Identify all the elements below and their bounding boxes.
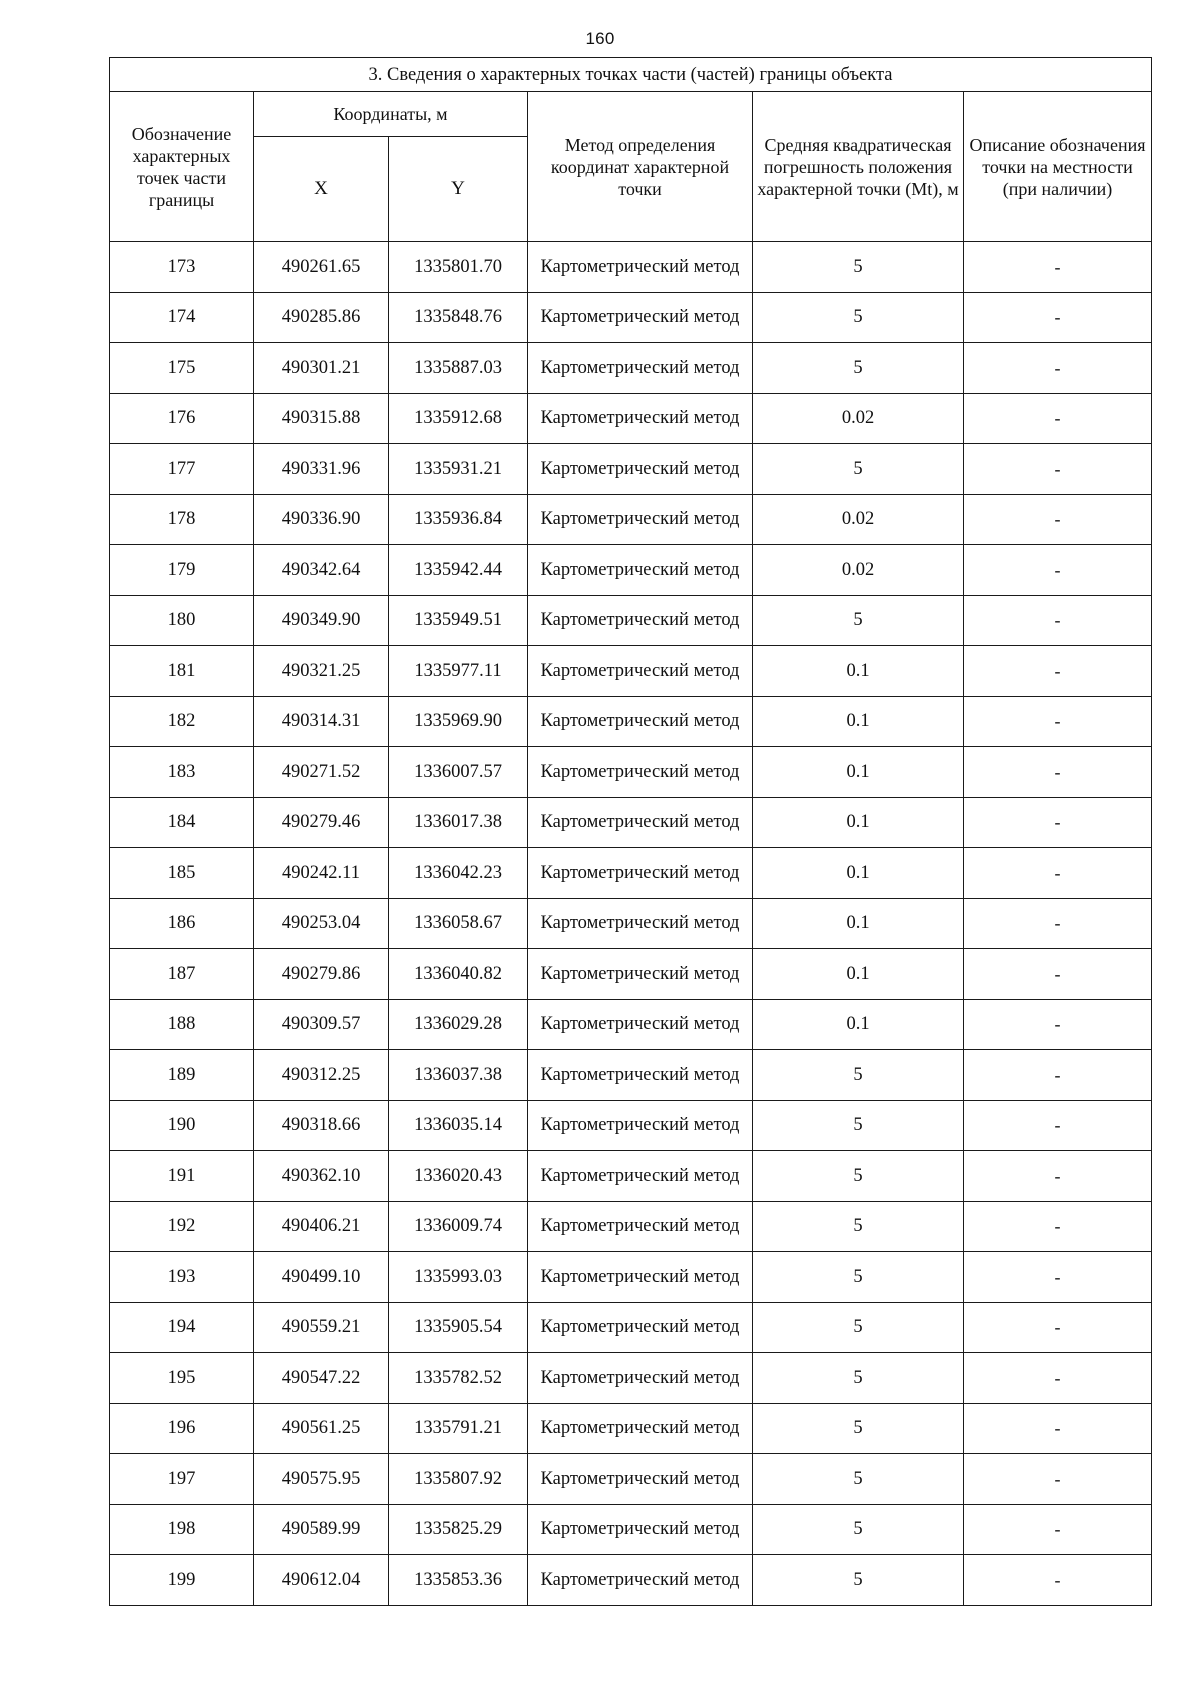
y-coordinate-cell: 1336058.67	[389, 898, 528, 949]
table-row	[110, 1302, 1152, 1353]
method-cell: Картометрический метод	[528, 1151, 753, 1202]
table-row	[110, 747, 1152, 798]
y-coordinate-cell: 1336017.38	[389, 797, 528, 848]
error-cell: 5	[753, 1252, 964, 1303]
point-id-cell: 196	[110, 1403, 254, 1454]
x-coordinate-cell: 490589.99	[254, 1504, 389, 1555]
description-cell: -	[964, 1302, 1152, 1353]
table-title-row	[110, 58, 1152, 92]
y-coordinate-cell: 1335942.44	[389, 545, 528, 596]
error-cell: 0.02	[753, 545, 964, 596]
description-cell: -	[964, 1050, 1152, 1101]
description-cell: -	[964, 696, 1152, 747]
point-id-cell: 186	[110, 898, 254, 949]
y-coordinate-cell: 1335993.03	[389, 1252, 528, 1303]
description-cell: -	[964, 949, 1152, 1000]
header-designation: Обозначение характерных точек части границы	[110, 92, 254, 242]
error-cell: 5	[753, 1454, 964, 1505]
x-coordinate-cell: 490499.10	[254, 1252, 389, 1303]
x-coordinate-cell: 490331.96	[254, 444, 389, 495]
description-cell: -	[964, 999, 1152, 1050]
table-row	[110, 343, 1152, 394]
x-coordinate-cell: 490561.25	[254, 1403, 389, 1454]
error-cell: 5	[753, 595, 964, 646]
table-row	[110, 1100, 1152, 1151]
description-cell: -	[964, 797, 1152, 848]
method-cell: Картометрический метод	[528, 898, 753, 949]
method-cell: Картометрический метод	[528, 595, 753, 646]
point-id-cell: 182	[110, 696, 254, 747]
point-id-cell: 198	[110, 1504, 254, 1555]
method-cell: Картометрический метод	[528, 1555, 753, 1606]
table-row	[110, 494, 1152, 545]
y-coordinate-cell: 1336042.23	[389, 848, 528, 899]
x-coordinate-cell: 490312.25	[254, 1050, 389, 1101]
description-cell: -	[964, 848, 1152, 899]
x-coordinate-cell: 490547.22	[254, 1353, 389, 1404]
table-row	[110, 1252, 1152, 1303]
method-cell: Картометрический метод	[528, 696, 753, 747]
y-coordinate-cell: 1335969.90	[389, 696, 528, 747]
table-row	[110, 848, 1152, 899]
method-cell: Картометрический метод	[528, 444, 753, 495]
method-cell: Картометрический метод	[528, 797, 753, 848]
y-coordinate-cell: 1335887.03	[389, 343, 528, 394]
y-coordinate-cell: 1335848.76	[389, 292, 528, 343]
method-cell: Картометрический метод	[528, 343, 753, 394]
table-row	[110, 1050, 1152, 1101]
point-id-cell: 197	[110, 1454, 254, 1505]
x-coordinate-cell: 490362.10	[254, 1151, 389, 1202]
x-coordinate-cell: 490279.46	[254, 797, 389, 848]
error-cell: 5	[753, 1555, 964, 1606]
point-id-cell: 193	[110, 1252, 254, 1303]
error-cell: 0.02	[753, 393, 964, 444]
header-x: X	[254, 137, 389, 242]
error-cell: 0.1	[753, 999, 964, 1050]
table-row	[110, 1555, 1152, 1606]
header-y: Y	[389, 137, 528, 242]
error-cell: 5	[753, 292, 964, 343]
table-row	[110, 242, 1152, 293]
y-coordinate-cell: 1336040.82	[389, 949, 528, 1000]
x-coordinate-cell: 490301.21	[254, 343, 389, 394]
header-coordinates: Координаты, м	[254, 92, 528, 137]
y-coordinate-cell: 1335977.11	[389, 646, 528, 697]
y-coordinate-cell: 1336035.14	[389, 1100, 528, 1151]
x-coordinate-cell: 490315.88	[254, 393, 389, 444]
point-id-cell: 191	[110, 1151, 254, 1202]
description-cell: -	[964, 343, 1152, 394]
y-coordinate-cell: 1335801.70	[389, 242, 528, 293]
table-row	[110, 292, 1152, 343]
table-row	[110, 595, 1152, 646]
error-cell: 5	[753, 1353, 964, 1404]
table-row	[110, 898, 1152, 949]
error-cell: 5	[753, 1403, 964, 1454]
y-coordinate-cell: 1335905.54	[389, 1302, 528, 1353]
x-coordinate-cell: 490271.52	[254, 747, 389, 798]
table-row	[110, 696, 1152, 747]
table-row	[110, 949, 1152, 1000]
y-coordinate-cell: 1335936.84	[389, 494, 528, 545]
description-cell: -	[964, 898, 1152, 949]
x-coordinate-cell: 490242.11	[254, 848, 389, 899]
point-id-cell: 194	[110, 1302, 254, 1353]
error-cell: 5	[753, 1050, 964, 1101]
x-coordinate-cell: 490314.31	[254, 696, 389, 747]
x-coordinate-cell: 490612.04	[254, 1555, 389, 1606]
method-cell: Картометрический метод	[528, 393, 753, 444]
header-description: Описание обозначения точки на местности (при наличии)	[964, 92, 1152, 242]
method-cell: Картометрический метод	[528, 292, 753, 343]
description-cell: -	[964, 1151, 1152, 1202]
description-cell: -	[964, 1252, 1152, 1303]
y-coordinate-cell: 1335782.52	[389, 1353, 528, 1404]
header-row-top	[110, 92, 1152, 137]
x-coordinate-cell: 490349.90	[254, 595, 389, 646]
point-id-cell: 189	[110, 1050, 254, 1101]
table-row	[110, 444, 1152, 495]
table-row	[110, 797, 1152, 848]
method-cell: Картометрический метод	[528, 494, 753, 545]
method-cell: Картометрический метод	[528, 646, 753, 697]
point-id-cell: 175	[110, 343, 254, 394]
table-row	[110, 1403, 1152, 1454]
method-cell: Картометрический метод	[528, 1201, 753, 1252]
y-coordinate-cell: 1335853.36	[389, 1555, 528, 1606]
table-row	[110, 999, 1152, 1050]
method-cell: Картометрический метод	[528, 242, 753, 293]
method-cell: Картометрический метод	[528, 1050, 753, 1101]
method-cell: Картометрический метод	[528, 1252, 753, 1303]
x-coordinate-cell: 490575.95	[254, 1454, 389, 1505]
error-cell: 0.1	[753, 646, 964, 697]
table-body	[110, 242, 1152, 1606]
point-id-cell: 181	[110, 646, 254, 697]
point-id-cell: 173	[110, 242, 254, 293]
point-id-cell: 179	[110, 545, 254, 596]
point-id-cell: 185	[110, 848, 254, 899]
table-row	[110, 1454, 1152, 1505]
error-cell: 0.1	[753, 696, 964, 747]
method-cell: Картометрический метод	[528, 1100, 753, 1151]
method-cell: Картометрический метод	[528, 1353, 753, 1404]
x-coordinate-cell: 490406.21	[254, 1201, 389, 1252]
point-id-cell: 190	[110, 1100, 254, 1151]
table-row	[110, 1201, 1152, 1252]
point-id-cell: 187	[110, 949, 254, 1000]
description-cell: -	[964, 1454, 1152, 1505]
header-error: Средняя квадратическая погрешность положения характерной точки (Mt), м	[753, 92, 964, 242]
x-coordinate-cell: 490336.90	[254, 494, 389, 545]
table-row	[110, 393, 1152, 444]
table-row	[110, 545, 1152, 596]
point-id-cell: 176	[110, 393, 254, 444]
description-cell: -	[964, 1555, 1152, 1606]
error-cell: 5	[753, 1151, 964, 1202]
description-cell: -	[964, 393, 1152, 444]
method-cell: Картометрический метод	[528, 747, 753, 798]
table-row	[110, 1353, 1152, 1404]
y-coordinate-cell: 1336009.74	[389, 1201, 528, 1252]
error-cell: 5	[753, 1302, 964, 1353]
x-coordinate-cell: 490321.25	[254, 646, 389, 697]
point-id-cell: 180	[110, 595, 254, 646]
description-cell: -	[964, 595, 1152, 646]
method-cell: Картометрический метод	[528, 848, 753, 899]
error-cell: 0.1	[753, 747, 964, 798]
description-cell: -	[964, 1201, 1152, 1252]
characteristic-points-table	[109, 57, 1152, 1606]
table-row	[110, 1504, 1152, 1555]
x-coordinate-cell: 490559.21	[254, 1302, 389, 1353]
y-coordinate-cell: 1335825.29	[389, 1504, 528, 1555]
description-cell: -	[964, 545, 1152, 596]
point-id-cell: 195	[110, 1353, 254, 1404]
method-cell: Картометрический метод	[528, 545, 753, 596]
description-cell: -	[964, 1403, 1152, 1454]
y-coordinate-cell: 1335912.68	[389, 393, 528, 444]
x-coordinate-cell: 490261.65	[254, 242, 389, 293]
error-cell: 5	[753, 1504, 964, 1555]
x-coordinate-cell: 490342.64	[254, 545, 389, 596]
description-cell: -	[964, 646, 1152, 697]
y-coordinate-cell: 1336020.43	[389, 1151, 528, 1202]
point-id-cell: 177	[110, 444, 254, 495]
table-row	[110, 1151, 1152, 1202]
point-id-cell: 174	[110, 292, 254, 343]
y-coordinate-cell: 1335807.92	[389, 1454, 528, 1505]
point-id-cell: 178	[110, 494, 254, 545]
header-method: Метод определения координат характерной точки	[528, 92, 753, 242]
error-cell: 5	[753, 242, 964, 293]
y-coordinate-cell: 1335931.21	[389, 444, 528, 495]
error-cell: 0.1	[753, 949, 964, 1000]
y-coordinate-cell: 1336037.38	[389, 1050, 528, 1101]
point-id-cell: 183	[110, 747, 254, 798]
x-coordinate-cell: 490253.04	[254, 898, 389, 949]
description-cell: -	[964, 494, 1152, 545]
x-coordinate-cell: 490279.86	[254, 949, 389, 1000]
y-coordinate-cell: 1335949.51	[389, 595, 528, 646]
error-cell: 5	[753, 343, 964, 394]
method-cell: Картометрический метод	[528, 1302, 753, 1353]
error-cell: 0.1	[753, 797, 964, 848]
description-cell: -	[964, 292, 1152, 343]
point-id-cell: 192	[110, 1201, 254, 1252]
point-id-cell: 184	[110, 797, 254, 848]
table-row	[110, 646, 1152, 697]
y-coordinate-cell: 1336007.57	[389, 747, 528, 798]
description-cell: -	[964, 1504, 1152, 1555]
description-cell: -	[964, 444, 1152, 495]
error-cell: 0.1	[753, 848, 964, 899]
description-cell: -	[964, 1100, 1152, 1151]
x-coordinate-cell: 490309.57	[254, 999, 389, 1050]
description-cell: -	[964, 747, 1152, 798]
table-title: 3. Сведения о характерных точках части (частей) границы объекта	[110, 58, 1152, 92]
method-cell: Картометрический метод	[528, 999, 753, 1050]
error-cell: 5	[753, 444, 964, 495]
y-coordinate-cell: 1335791.21	[389, 1403, 528, 1454]
y-coordinate-cell: 1336029.28	[389, 999, 528, 1050]
x-coordinate-cell: 490318.66	[254, 1100, 389, 1151]
error-cell: 5	[753, 1100, 964, 1151]
method-cell: Картометрический метод	[528, 1403, 753, 1454]
x-coordinate-cell: 490285.86	[254, 292, 389, 343]
description-cell: -	[964, 1353, 1152, 1404]
point-id-cell: 188	[110, 999, 254, 1050]
error-cell: 0.1	[753, 898, 964, 949]
method-cell: Картометрический метод	[528, 1454, 753, 1505]
method-cell: Картометрический метод	[528, 1504, 753, 1555]
error-cell: 0.02	[753, 494, 964, 545]
error-cell: 5	[753, 1201, 964, 1252]
page-number: 160	[585, 29, 615, 48]
point-id-cell: 199	[110, 1555, 254, 1606]
description-cell: -	[964, 242, 1152, 293]
method-cell: Картометрический метод	[528, 949, 753, 1000]
